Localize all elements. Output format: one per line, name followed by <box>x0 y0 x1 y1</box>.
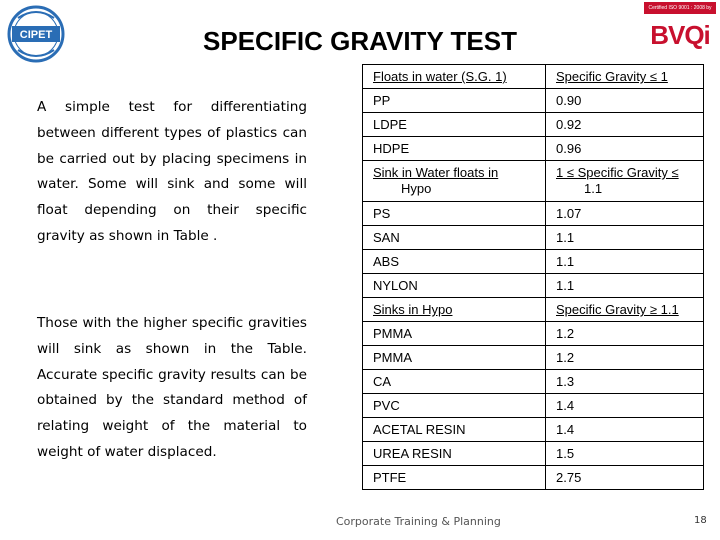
table-row <box>363 418 704 442</box>
heading-line: 1 ≤ Specific Gravity ≤ <box>556 165 679 180</box>
table-row <box>363 202 704 226</box>
table-row <box>363 250 704 274</box>
group-heading-sink-float-hypo-sg <box>546 161 704 202</box>
bvqi-brand: BVQi <box>650 19 710 50</box>
material-cell: CA <box>363 370 546 394</box>
cipet-logo-text: CIPET <box>19 29 53 41</box>
sg-cell: 1.07 <box>546 202 704 226</box>
material-cell: PP <box>363 89 546 113</box>
detail-paragraph: Those with the higher specific gravities will sink as shown in the Table. Accurate specific gravity results can be obtained by the standard method of relating weight of the material to weight of water displaced. <box>37 315 307 460</box>
material-cell: LDPE <box>363 113 546 137</box>
table-row <box>363 226 704 250</box>
page-title: SPECIFIC GRAVITY TEST <box>203 26 517 56</box>
sg-cell: 1.4 <box>546 394 704 418</box>
footer-text: Corporate Training & Planning <box>336 515 501 528</box>
group-heading-floats: Floats in water (S.G. 1) <box>363 65 546 89</box>
material-cell: PVC <box>363 394 546 418</box>
sg-cell: 1.5 <box>546 442 704 466</box>
table-row <box>363 274 704 298</box>
table-row <box>363 322 704 346</box>
heading-line: Sink in Water floats in <box>373 165 499 180</box>
material-cell: PMMA <box>363 322 546 346</box>
material-cell: PS <box>363 202 546 226</box>
sg-cell: 0.96 <box>546 137 704 161</box>
sg-cell: 2.75 <box>546 466 704 490</box>
table-row <box>363 65 704 89</box>
material-cell: SAN <box>363 226 546 250</box>
material-cell: UREA RESIN <box>363 442 546 466</box>
table-row <box>363 113 704 137</box>
certification-text: Certified ISO 9001 : 2008 by <box>644 2 716 14</box>
sg-cell: 1.1 <box>546 274 704 298</box>
sg-cell: 0.92 <box>546 113 704 137</box>
group-heading-sinks-hypo-sg: Specific Gravity ≥ 1.1 <box>546 298 704 322</box>
group-heading-sinks-hypo: Sinks in Hypo <box>363 298 546 322</box>
sg-cell: 1.1 <box>546 226 704 250</box>
table-row <box>363 137 704 161</box>
page-number: 18 <box>694 515 707 526</box>
heading-line: 1.1 <box>584 181 603 196</box>
table-row <box>363 466 704 490</box>
sg-cell: 1.2 <box>546 346 704 370</box>
sg-cell: 1.2 <box>546 322 704 346</box>
table-row <box>363 89 704 113</box>
material-cell: HDPE <box>363 137 546 161</box>
sg-cell: 1.3 <box>546 370 704 394</box>
material-cell: ABS <box>363 250 546 274</box>
table-row <box>363 370 704 394</box>
sg-cell: 1.4 <box>546 418 704 442</box>
intro-paragraph: A simple test for differentiating between different types of plastics can be carried out by placing specimens in water. Some will sink and some will float depending on their specific gravity as shown in Table . <box>37 99 307 244</box>
sg-cell: 0.90 <box>546 89 704 113</box>
group-heading-floats-sg: Specific Gravity ≤ 1 <box>546 65 704 89</box>
table-row <box>363 442 704 466</box>
table-row <box>363 394 704 418</box>
sg-cell: 1.1 <box>546 250 704 274</box>
table-row <box>363 346 704 370</box>
material-cell: NYLON <box>363 274 546 298</box>
table-row <box>363 298 704 322</box>
material-cell: PTFE <box>363 466 546 490</box>
material-cell: PMMA <box>363 346 546 370</box>
group-heading-sink-float-hypo <box>363 161 546 202</box>
specific-gravity-table <box>362 64 704 490</box>
material-cell: ACETAL RESIN <box>363 418 546 442</box>
table-row <box>363 161 704 202</box>
heading-line: Hypo <box>401 181 432 196</box>
